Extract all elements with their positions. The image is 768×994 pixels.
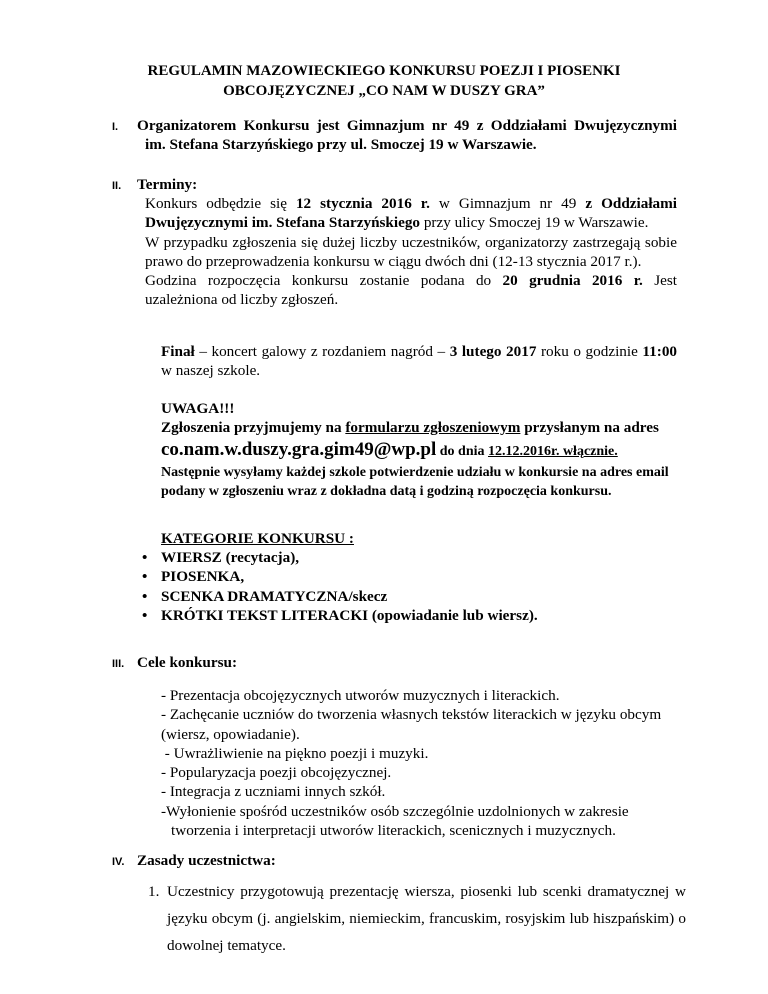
goal-item-continued: (wiersz, opowiadanie). <box>161 725 300 743</box>
announcement-date: 20 grudnia 2016 r. <box>502 272 643 290</box>
school-name: z Oddziałami Dwujęzycznymi im. Stefana Starzyńskiego <box>145 195 678 232</box>
goal-item: - Zachęcanie uczniów do tworzenia własnych tekstów literackich w języku obcym <box>161 706 662 724</box>
final-label: Finał <box>161 343 195 360</box>
title-line-2: OBCOJĘZYCZNEJ „CO NAM W DUSZY GRA” <box>223 83 545 99</box>
section-1-text <box>137 116 677 155</box>
terms-paragraph-2: W przypadku zgłoszenia się dużej liczby uczestników, organizatorzy zastrzegają sobie prawo do przeprowadzenia konkursu w ciągu dwóch dni (12-13 stycznia 2017 r.). <box>145 233 677 270</box>
notice-heading: UWAGA!!! <box>161 400 235 417</box>
application-line <box>161 418 681 437</box>
contest-date: 12 stycznia 2016 r. <box>295 195 430 212</box>
apps-post: przysłanym na adres <box>520 419 659 437</box>
email-line <box>161 438 681 463</box>
contact-email[interactable]: co.nam.w.duszy.gra.gim49@wp.pl <box>161 438 437 460</box>
terms-p3-post: Jest uzależniona od liczby zgłoszeń. <box>145 272 677 309</box>
goal-item: - Prezentacja obcojęzycznych utworów muzycznych i literackich. <box>161 687 560 704</box>
section-1-numeral: I. <box>112 121 119 133</box>
goal-item: - Popularyzacja poezji obcojęzycznej. <box>161 764 392 782</box>
terms-p1-pre: Konkurs odbędzie się <box>145 195 296 212</box>
final-mid: – koncert galowy z rozdaniem nagród – <box>194 343 450 360</box>
final-date: 3 lutego 2017 <box>449 343 537 360</box>
section-1-line-2: im. Stefana Starzyńskiego przy ul. Smoczej 19 w Warszawie. <box>145 136 537 154</box>
terms-paragraph-3 <box>145 271 677 310</box>
document-title <box>0 61 768 101</box>
goal-item: - Integracja z uczniami innych szkół. <box>161 783 386 801</box>
list-item: • WIERSZ (recytacja), <box>142 549 300 566</box>
bullet-icon: • <box>142 549 148 566</box>
list-item: • PIOSENKA, <box>142 568 245 586</box>
terms-p1-post: przy ulicy Smoczej 19 w Warszawie. <box>420 214 649 232</box>
bullet-icon: • <box>142 587 148 605</box>
application-form-link[interactable]: formularzu zgłoszeniowym <box>345 419 521 437</box>
bullet-icon: • <box>142 568 148 586</box>
section-1-line-1: Organizatorem Konkursu jest Gimnazjum nr 49 z Oddziałami Dwujęzycznymi <box>137 117 677 134</box>
section-4-numeral: IV. <box>112 856 125 868</box>
notice-block <box>161 399 681 501</box>
bullet-icon: • <box>142 606 148 624</box>
section-2-heading: Terminy: <box>137 176 198 193</box>
terms-p1-mid: w Gimnazjum nr 49 <box>429 195 586 212</box>
section-3-numeral: III. <box>112 658 125 670</box>
confirmation-text: Następnie wysyłamy każdej szkole potwierdzenie udziału w konkursie na adres email podany w zgłoszeniu wraz z dokładna datą i godziną rozpoczęcia konkursu. <box>161 464 669 499</box>
rule-1-number: 1. <box>148 883 160 900</box>
section-3-heading: Cele konkursu: <box>137 654 238 671</box>
section-2-numeral: II. <box>112 180 122 192</box>
deadline-pre: do dnia <box>436 443 489 459</box>
terms-paragraph-1 <box>145 194 677 233</box>
final-post-2: w naszej szkole. <box>161 362 261 380</box>
final-post-1: roku o godzinie <box>536 343 643 360</box>
list-item: • SCENKA DRAMATYCZNA/skecz <box>142 587 388 605</box>
section-4-heading: Zasady uczestnictwa: <box>137 852 276 869</box>
section-2-body <box>145 194 677 310</box>
list-item: • KRÓTKI TEKST LITERACKI (opowiadanie lub wiersz). <box>142 606 538 624</box>
goal-item: -Wyłonienie spośród uczestników osób szczególnie uzdolnionych w zakresie <box>161 802 629 820</box>
terms-p3-pre: Godzina rozpoczęcia konkursu zostanie podana do <box>145 272 503 290</box>
final-time: 11:00 <box>642 343 678 360</box>
goal-item: - Uwrażliwienie na piękno poezji i muzyki. <box>161 744 429 762</box>
deadline-date: 12.12.2016r. włącznie. <box>488 443 618 459</box>
categories-list <box>142 548 538 625</box>
rule-1-text: Uczestnicy przygotowują prezentację wiersza, piosenki lub scenki dramatycznej w języku obcym (j. angielskim, niemieckim, francuskim, rosyjskim lub hiszpańskim) o dowolnej tematyce. <box>167 883 686 954</box>
final-paragraph <box>161 342 677 381</box>
title-line-1: REGULAMIN MAZOWIECKIEGO KONKURSU POEZJI I PIOSENKI <box>147 63 621 79</box>
categories-heading: KATEGORIE KONKURSU : <box>161 530 354 547</box>
goal-item-continued: tworzenia i interpretacji utworów literackich, scenicznych i muzycznych. <box>171 822 616 840</box>
apps-pre: Zgłoszenia przyjmujemy na <box>161 419 346 437</box>
goals-list <box>161 686 681 840</box>
